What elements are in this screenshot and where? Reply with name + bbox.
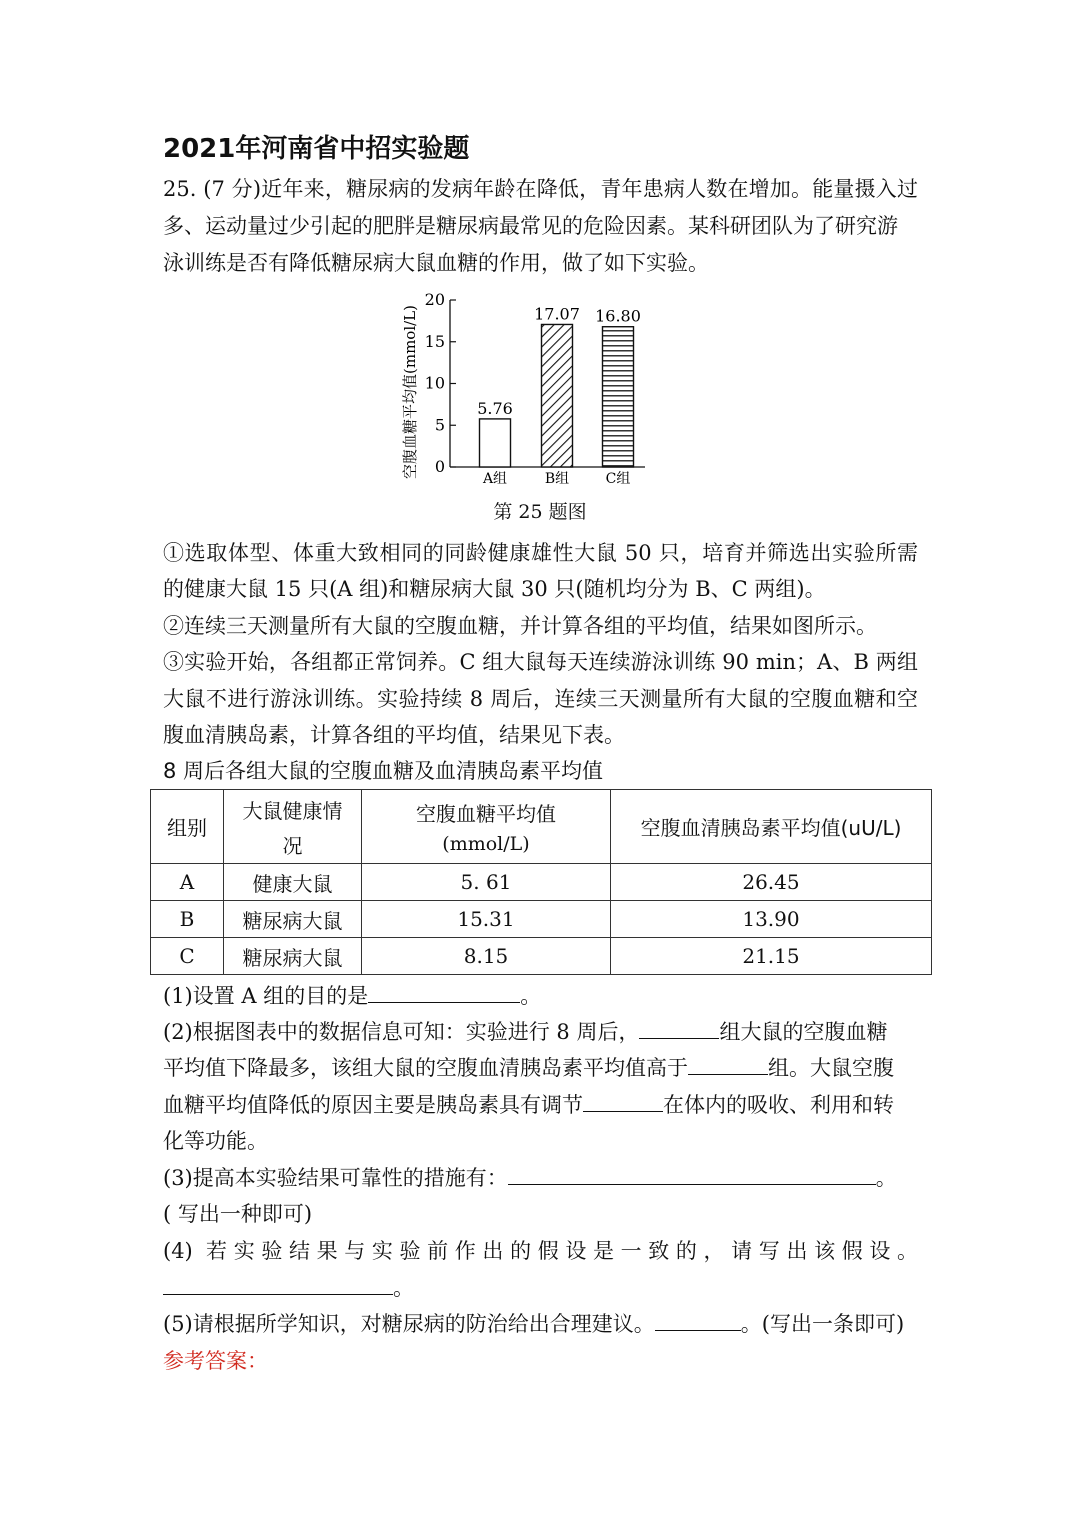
- answer-blank[interactable]: [583, 1091, 663, 1112]
- intro-line-3: 泳训练是否有降低糖尿病大鼠血糖的作用，做了如下实验。: [163, 251, 709, 275]
- question-2-line-2: [163, 1052, 894, 1082]
- cell-insulin: 26.45: [611, 864, 932, 901]
- header-glucose: [362, 790, 611, 864]
- blood-glucose-bar-chart: [395, 285, 665, 490]
- results-table: [150, 789, 932, 975]
- answer-blank[interactable]: [368, 982, 520, 1003]
- bar-value-label: 17.07: [534, 304, 580, 324]
- bar: [603, 327, 634, 467]
- answer-label: 参考答案：: [163, 1349, 268, 1373]
- table-row: [151, 901, 932, 938]
- question-2-text-c: 平均值下降最多，该组大鼠的空腹血清胰岛素平均值高于: [163, 1056, 688, 1080]
- bar-value-label: 16.80: [595, 306, 641, 326]
- question-2-line-3: [163, 1089, 894, 1119]
- question-4-answer-line: [163, 1272, 414, 1302]
- cell-glucose: 8.15: [362, 938, 611, 975]
- answer-blank[interactable]: [639, 1018, 719, 1039]
- bar-value-label: 5.76: [477, 398, 513, 418]
- table-title: 8 周后各组大鼠的空腹血糖及血清胰岛素平均值: [163, 759, 604, 783]
- answer-blank[interactable]: [508, 1164, 876, 1185]
- intro-line-1: 25. (7 分)近年来，糖尿病的发病年龄在降低，青年患病人数在增加。能量摄入过: [163, 177, 918, 201]
- cell-health: 糖尿病大鼠: [224, 901, 362, 938]
- x-tick-label: B组: [544, 471, 570, 487]
- question-4-end: 。: [393, 1276, 414, 1300]
- header-group: 组别: [151, 790, 224, 864]
- answer-blank[interactable]: [688, 1054, 768, 1075]
- step-line-4: ③实验开始，各组都正常饲养。C 组大鼠每天连续游泳训练 90 min；A、B 两组: [163, 650, 918, 674]
- header-insulin: 空腹血清胰岛素平均值(uU/L): [611, 790, 932, 864]
- question-5-text: (5)请根据所学知识，对糖尿病的防治给出合理建议。: [163, 1312, 655, 1336]
- x-axis-labels: [482, 471, 630, 487]
- y-tick-label: 0: [434, 457, 445, 476]
- bar: [480, 419, 511, 467]
- cell-insulin: 21.15: [611, 938, 932, 975]
- step-line-6: 腹血清胰岛素，计算各组的平均值，结果见下表。: [163, 723, 625, 747]
- figure-caption: 第 25 题图: [493, 501, 587, 523]
- answer-blank[interactable]: [655, 1310, 741, 1331]
- question-2-line-1: [163, 1016, 887, 1046]
- question-5-end: 。(写出一条即可): [740, 1312, 905, 1336]
- step-line-5: 大鼠不进行游泳训练。实验持续 8 周后，连续三天测量所有大鼠的空腹血糖和空: [163, 687, 918, 711]
- question-2-text-a: (2)根据图表中的数据信息可知：实验进行 8 周后，: [163, 1020, 640, 1044]
- question-2-text-e: 血糖平均值降低的原因主要是胰岛素具有调节: [163, 1093, 583, 1117]
- cell-health: 糖尿病大鼠: [224, 938, 362, 975]
- cell-group: A: [151, 864, 224, 901]
- step-line-2: 的健康大鼠 15 只(A 组)和糖尿病大鼠 30 只(随机均分为 B、C 两组)。: [163, 577, 826, 601]
- question-2-line-4: 化等功能。: [163, 1129, 268, 1153]
- bars: [477, 304, 641, 467]
- cell-insulin: 13.90: [611, 901, 932, 938]
- question-3-end: 。: [875, 1166, 897, 1190]
- question-3-text: (3)提高本实验结果可靠性的措施有：: [163, 1166, 508, 1190]
- bar: [542, 324, 573, 467]
- question-2-text-d: 组。大鼠空腹: [768, 1056, 894, 1080]
- question-1-end: 。: [520, 984, 542, 1008]
- cell-glucose: 5. 61: [362, 864, 611, 901]
- question-2-text-f: 在体内的吸收、利用和转: [663, 1093, 894, 1117]
- header-glucose-line-1: 空腹血糖平均值: [416, 802, 556, 826]
- header-health-line-1: 大鼠健康情: [242, 798, 343, 823]
- question-1-text: (1)设置 A 组的目的是: [163, 984, 369, 1008]
- step-line-1: ①选取体型、体重大致相同的同龄健康雄性大鼠 50 只，培育并筛选出实验所需: [163, 541, 918, 565]
- question-4: (4) 若实验结果与实验前作出的假设是一致的，请写出该假设。: [163, 1239, 918, 1263]
- cell-group: B: [151, 901, 224, 938]
- answer-blank[interactable]: [163, 1274, 393, 1295]
- cell-group: C: [151, 938, 224, 975]
- intro-line-2: 多、运动量过少引起的肥胖是糖尿病最常见的危险因素。某科研团队为了研究游: [163, 214, 898, 238]
- step-line-3: ②连续三天测量所有大鼠的空腹血糖，并计算各组的平均值，结果如图所示。: [163, 614, 877, 638]
- page-title: 2021年河南省中招实验题: [163, 134, 470, 164]
- cell-health: 健康大鼠: [224, 864, 362, 901]
- y-tick-label: 10: [424, 373, 445, 393]
- y-tick-label: 20: [424, 290, 445, 309]
- table-row: [151, 938, 932, 975]
- table-header-row: [151, 790, 932, 864]
- header-health-line-2: 况: [282, 833, 303, 858]
- question-3-note: ( 写出一种即可): [163, 1202, 313, 1226]
- question-1: [163, 980, 541, 1010]
- y-tick-label: 5: [434, 415, 445, 435]
- header-glucose-unit: (mmol/L): [442, 833, 530, 855]
- question-3: [163, 1162, 897, 1192]
- question-5: [163, 1308, 904, 1338]
- cell-glucose: 15.31: [362, 901, 611, 938]
- header-health: [224, 790, 362, 864]
- x-tick-label: C组: [605, 471, 631, 487]
- table-row: [151, 864, 932, 901]
- y-tick-label: 15: [424, 331, 445, 351]
- question-2-text-b: 组大鼠的空腹血糖: [719, 1020, 888, 1044]
- x-tick-label: A组: [482, 471, 508, 487]
- y-axis-label: 空腹血糖平均值(mmol/L): [401, 305, 419, 479]
